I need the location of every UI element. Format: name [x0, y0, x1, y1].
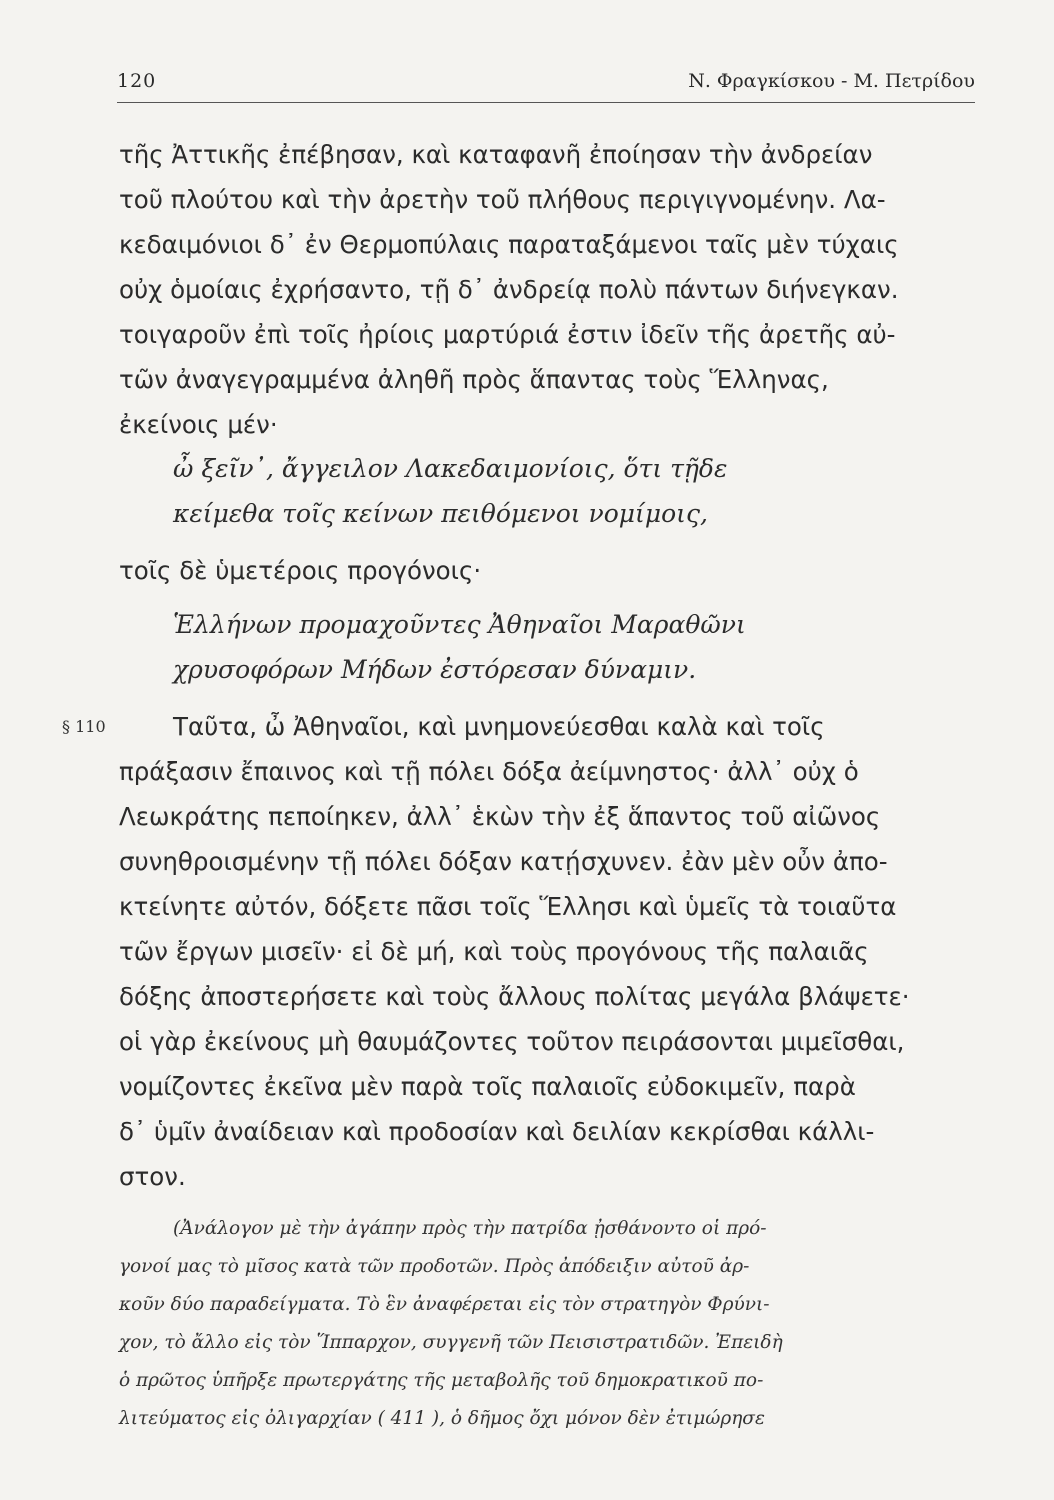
verse-line: χρυσοφόρων Μήδων ἐστόρεσαν δύναμιν.	[173, 655, 697, 684]
text-line: νομίζοντες ἐκεῖνα μὲν παρὰ τοῖς παλαιοῖς εὐδοκιμεῖν, παρὰ	[119, 1072, 856, 1101]
text-line: στον.	[119, 1162, 186, 1191]
note-line: κοῦν δύο παραδείγματα. Τὸ ἓν ἀναφέρεται εἰς τὸν στρατηγὸν Φρύνι-	[119, 1294, 770, 1315]
text-line: οὐχ ὁμοίαις ἐχρήσαντο, τῇ δ᾽ ἀνδρείᾳ πολὺ πάντων διήνεγκαν.	[119, 275, 899, 304]
text-line: κτείνητε αὐτόν, δόξετε πᾶσι τοῖς Ἕλλησι καὶ ὑμεῖς τὰ τοιαῦτα	[119, 892, 897, 921]
note-line: ὁ πρῶτος ὑπῆρξε πρωτεργάτης τῆς μεταβολῆς τοῦ δημοκρατικοῦ πο-	[119, 1370, 764, 1391]
text-line: τοιγαροῦν ἐπὶ τοῖς ἠρίοις μαρτύριά ἐστιν ἰδεῖν τῆς ἀρετῆς αὐ-	[119, 320, 896, 349]
page-number: 120	[117, 70, 157, 92]
note-line: χον, τὸ ἄλλο εἰς τὸν Ἵππαρχον, συγγενῆ τῶν Πεισιστρατιδῶν. Ἐπειδὴ	[119, 1332, 783, 1353]
verse-line: ὦ ξεῖν᾽, ἄγγειλον Λακεδαιμονίοις, ὅτι τῇδε	[173, 454, 728, 483]
text-line: τῶν ἀναγεγραμμένα ἀληθῆ πρὸς ἅπαντας τοὺς Ἕλληνας,	[119, 365, 829, 394]
note-line: λιτεύματος εἰς ὀλιγαρχίαν ( 411 ), ὁ δῆμος ὄχι μόνον δὲν ἐτιμώρησε	[119, 1408, 765, 1429]
text-line: δόξης ἀποστερήσετε καὶ τοὺς ἄλλους πολίτας μεγάλα βλάψετε·	[119, 982, 910, 1011]
text-line: ἐκείνοις μέν·	[119, 410, 278, 439]
text-line: τοῦ πλούτου καὶ τὴν ἀρετὴν τοῦ πλήθους περιγιγνομένην. Λα-	[119, 185, 886, 214]
text-line: οἱ γὰρ ἐκείνους μὴ θαυμάζοντες τοῦτον πειράσονται μιμεῖσθαι,	[119, 1027, 905, 1056]
running-head: Ν. Φραγκίσκου - Μ. Πετρίδου	[688, 70, 975, 92]
text-line: Ταῦτα, ὦ Ἀθηναῖοι, καὶ μνημονεύεσθαι καλὰ καὶ τοῖς	[173, 712, 825, 741]
text-line: δ᾽ ὑμῖν ἀναίδειαν καὶ προδοσίαν καὶ δειλίαν κεκρίσθαι κάλλι-	[119, 1117, 875, 1146]
verse-line: Ἑλλήνων προμαχοῦντες Ἀθηναῖοι Μαραθῶνι	[173, 610, 746, 639]
note-line: γονοί μας τὸ μῖσος κατὰ τῶν προδοτῶν. Πρὸς ἀπόδειξιν αὐτοῦ ἀρ-	[119, 1256, 750, 1277]
text-line: πράξασιν ἔπαινος καὶ τῇ πόλει δόξα ἀείμνηστος· ἀλλ᾽ οὐχ ὁ	[119, 757, 859, 786]
text-line: τοῖς δὲ ὑμετέροις προγόνοις·	[119, 556, 482, 585]
text-line: τῆς Ἀττικῆς ἐπέβησαν, καὶ καταφανῆ ἐποίησαν τὴν ἀνδρείαν	[119, 140, 873, 169]
text-line: κεδαιμόνιοι δ᾽ ἐν Θερμοπύλαις παραταξάμενοι ταῖς μὲν τύχαις	[119, 230, 899, 259]
text-line: συνηθροισμένην τῇ πόλει δόξαν κατῄσχυνεν. ἐὰν μὲν οὖν ἀπο-	[119, 847, 888, 876]
text-line: Λεωκράτης πεποίηκεν, ἀλλ᾽ ἑκὼν τὴν ἐξ ἅπαντος τοῦ αἰῶνος	[119, 802, 881, 831]
text-line: τῶν ἔργων μισεῖν· εἰ δὲ μή, καὶ τοὺς προγόνους τῆς παλαιᾶς	[119, 937, 869, 966]
section-mark: § 110	[62, 717, 106, 736]
verse-line: κείμεθα τοῖς κείνων πειθόμενοι νομίμοις,	[173, 499, 708, 528]
page-header	[117, 68, 975, 103]
note-line: (Ἀνάλογον μὲ τὴν ἀγάπην πρὸς τὴν πατρίδα ᾐσθάνοντο οἱ πρό-	[173, 1218, 767, 1239]
